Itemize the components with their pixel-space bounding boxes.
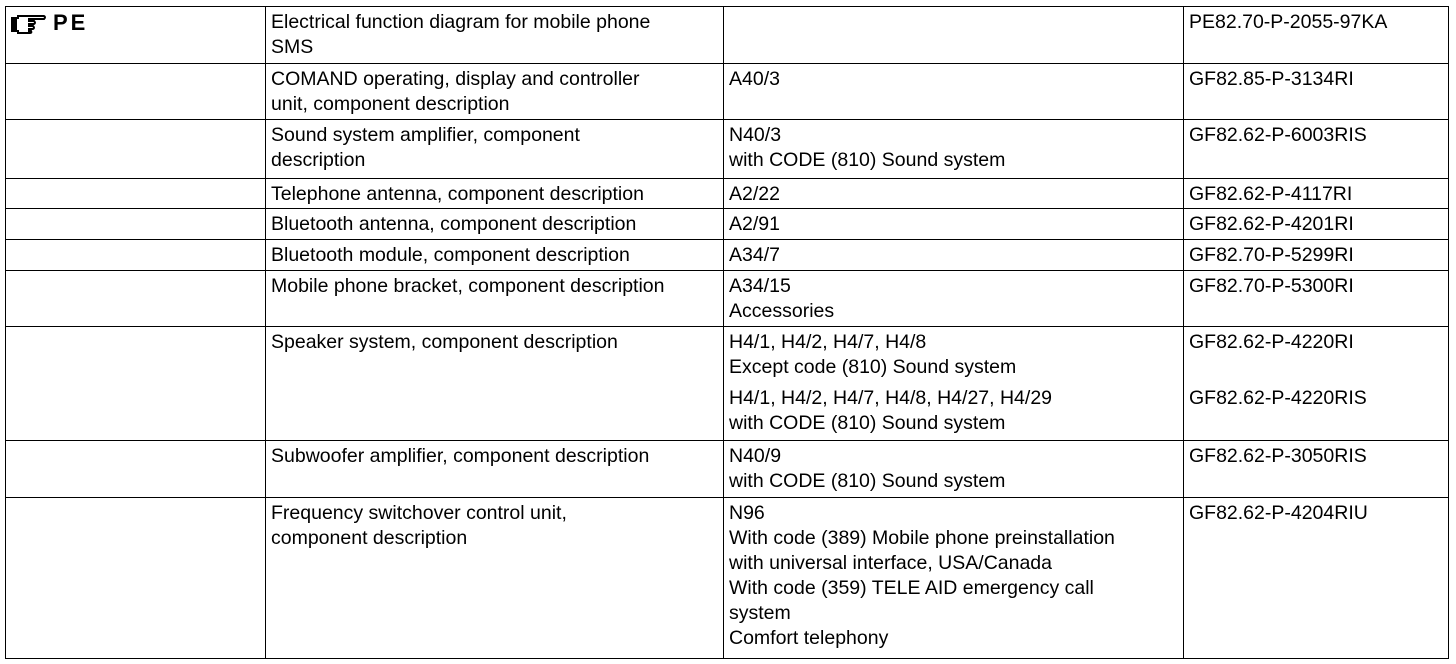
description-text: Bluetooth antenna, component description xyxy=(271,213,637,235)
description-text: Frequency switchover control unit, xyxy=(271,502,567,524)
marker-cell xyxy=(6,209,266,240)
reference-link[interactable]: GF82.62-P-4204RIU xyxy=(1189,502,1368,524)
table-row xyxy=(6,240,1449,271)
reference-entry xyxy=(1189,330,1443,380)
component-cell xyxy=(724,327,1184,441)
description-text: Bluetooth module, component description xyxy=(271,244,630,266)
component-text: system xyxy=(729,602,791,624)
component-text: Except code (810) Sound system xyxy=(729,356,1017,378)
reference-link[interactable]: GF82.62-P-4220RIS xyxy=(1189,387,1367,409)
table-row xyxy=(6,64,1449,120)
marker-cell xyxy=(6,441,266,498)
description-cell xyxy=(266,271,724,327)
reference-cell xyxy=(1184,498,1449,659)
table-row xyxy=(6,498,1449,659)
component-cell xyxy=(724,120,1184,179)
description-text: Sound system amplifier, component xyxy=(271,124,580,146)
description-cell xyxy=(266,64,724,120)
marker-cell xyxy=(6,327,266,441)
component-entry xyxy=(729,243,1178,268)
component-entry xyxy=(729,274,1178,324)
reference-entry xyxy=(1189,243,1443,268)
description-text: description xyxy=(271,149,366,171)
component-text: H4/1, H4/2, H4/7, H4/8, H4/27, H4/29 xyxy=(729,387,1053,409)
reference-entry xyxy=(1189,274,1443,324)
description-text: component description xyxy=(271,527,468,549)
reference-cell xyxy=(1184,209,1449,240)
table-row xyxy=(6,7,1449,64)
component-text: A2/91 xyxy=(729,213,780,235)
component-entry xyxy=(729,444,1178,494)
marker-cell xyxy=(6,240,266,271)
reference-cell xyxy=(1184,271,1449,327)
reference-cell xyxy=(1184,441,1449,498)
marker-cell xyxy=(6,64,266,120)
component-entry xyxy=(729,501,1178,651)
table-row xyxy=(6,441,1449,498)
component-cell xyxy=(724,271,1184,327)
table-body xyxy=(6,7,1449,659)
description-cell xyxy=(266,209,724,240)
reference-entry xyxy=(1189,444,1443,494)
pe-label: PE xyxy=(53,10,89,35)
description-cell xyxy=(266,179,724,209)
reference-link[interactable]: GF82.62-P-4117RI xyxy=(1189,183,1353,205)
reference-entry xyxy=(1189,123,1443,173)
component-entry xyxy=(729,212,1178,237)
component-entry xyxy=(729,67,1178,92)
description-cell xyxy=(266,240,724,271)
reference-cell xyxy=(1184,120,1449,179)
table-row xyxy=(6,327,1449,441)
marker-cell xyxy=(6,271,266,327)
component-cell xyxy=(724,209,1184,240)
description-text: Subwoofer amplifier, component description xyxy=(271,445,650,467)
reference-entry xyxy=(1189,501,1443,651)
component-text: with CODE (810) Sound system xyxy=(729,470,1006,492)
reference-link[interactable]: GF82.85-P-3134RI xyxy=(1189,68,1354,90)
reference-link[interactable]: GF82.62-P-3050RIS xyxy=(1189,445,1367,467)
pe-marker xyxy=(11,10,88,35)
marker-cell xyxy=(6,7,266,64)
component-entry xyxy=(729,182,1178,207)
component-text: N40/3 xyxy=(729,124,782,146)
component-text: With code (359) TELE AID emergency call xyxy=(729,577,1094,599)
reference-link[interactable]: GF82.62-P-6003RIS xyxy=(1189,124,1367,146)
component-reference-table xyxy=(5,6,1449,659)
reference-cell xyxy=(1184,179,1449,209)
description-text: Speaker system, component description xyxy=(271,331,618,353)
component-text: with universal interface, USA/Canada xyxy=(729,552,1052,574)
component-text: H4/1, H4/2, H4/7, H4/8 xyxy=(729,331,927,353)
component-cell xyxy=(724,240,1184,271)
component-cell xyxy=(724,498,1184,659)
component-cell xyxy=(724,441,1184,498)
component-entry xyxy=(729,386,1178,436)
table-row xyxy=(6,179,1449,209)
description-text: SMS xyxy=(271,36,314,58)
table-row xyxy=(6,120,1449,179)
marker-cell xyxy=(6,179,266,209)
reference-link[interactable]: GF82.62-P-4220RI xyxy=(1189,331,1354,353)
reference-cell xyxy=(1184,327,1449,441)
description-text: unit, component description xyxy=(271,93,510,115)
description-text: Telephone antenna, component description xyxy=(271,183,644,205)
component-text: A34/15 xyxy=(729,275,791,297)
reference-entry xyxy=(1189,10,1443,35)
component-text: With code (389) Mobile phone preinstallation xyxy=(729,527,1115,549)
component-text: with CODE (810) Sound system xyxy=(729,412,1006,434)
component-cell xyxy=(724,7,1184,64)
reference-cell xyxy=(1184,240,1449,271)
component-text: A40/3 xyxy=(729,68,780,90)
description-cell xyxy=(266,7,724,64)
component-text: Comfort telephony xyxy=(729,627,889,649)
component-entry xyxy=(729,123,1178,173)
reference-link[interactable]: GF82.70-P-5299RI xyxy=(1189,244,1354,266)
reference-link[interactable]: PE82.70-P-2055-97KA xyxy=(1189,11,1388,33)
reference-entry xyxy=(1189,182,1443,207)
component-text: A34/7 xyxy=(729,244,780,266)
marker-cell xyxy=(6,120,266,179)
component-text: N96 xyxy=(729,502,765,524)
description-text: Electrical function diagram for mobile phone xyxy=(271,11,651,33)
reference-link[interactable]: GF82.62-P-4201RI xyxy=(1189,213,1354,235)
component-text: with CODE (810) Sound system xyxy=(729,149,1006,171)
table-row xyxy=(6,209,1449,240)
component-cell xyxy=(724,64,1184,120)
description-text: COMAND operating, display and controller xyxy=(271,68,640,90)
reference-cell xyxy=(1184,64,1449,120)
marker-cell xyxy=(6,498,266,659)
reference-entry xyxy=(1189,67,1443,92)
reference-link[interactable]: GF82.70-P-5300RI xyxy=(1189,275,1354,297)
description-text: Mobile phone bracket, component description xyxy=(271,275,665,297)
table-row xyxy=(6,271,1449,327)
description-cell xyxy=(266,441,724,498)
description-cell xyxy=(266,498,724,659)
reference-entry xyxy=(1189,386,1443,436)
component-text: A2/22 xyxy=(729,183,780,205)
component-cell xyxy=(724,179,1184,209)
component-text: Accessories xyxy=(729,300,835,322)
description-cell xyxy=(266,120,724,179)
component-text: N40/9 xyxy=(729,445,782,467)
component-entry xyxy=(729,330,1178,380)
reference-entry xyxy=(1189,212,1443,237)
description-cell xyxy=(266,327,724,441)
reference-cell xyxy=(1184,7,1449,64)
pointing-hand-icon xyxy=(11,12,47,34)
